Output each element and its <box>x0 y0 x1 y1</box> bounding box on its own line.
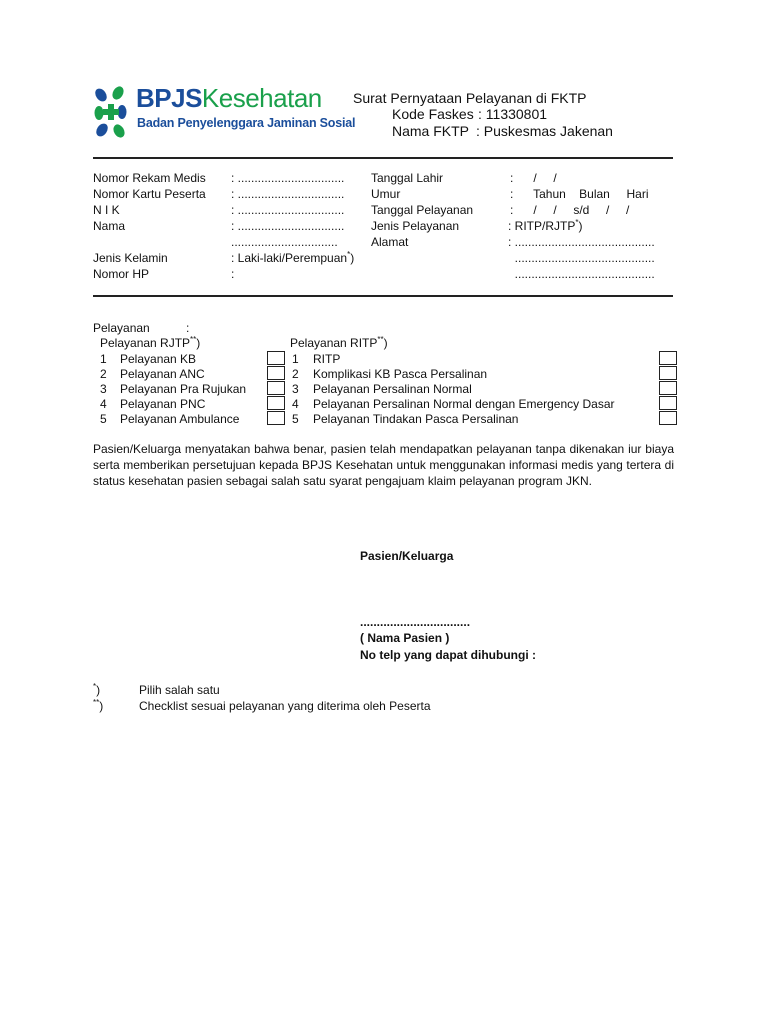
alamat-value-line3: .......................................... <box>508 267 655 281</box>
nama-label: Nama <box>93 219 126 233</box>
rjtp-no: 2 <box>100 367 107 381</box>
ritp-item-name: Pelayanan Tindakan Pasca Persalinan <box>313 412 519 426</box>
nama-value: : ................................ <box>231 219 345 233</box>
kode-faskes-value: : 11330801 <box>478 106 548 122</box>
umur-value: : Tahun Bulan Hari <box>510 187 649 201</box>
pelayanan-label: Pelayanan <box>93 321 150 335</box>
note-text-single: Pilih salah satu <box>139 683 220 697</box>
rjtp-item-name: Pelayanan Pra Rujukan <box>120 382 247 396</box>
bpjs-emblem-icon <box>92 86 130 138</box>
signature-name: ( Nama Pasien ) <box>360 631 450 645</box>
nik-value: : ................................ <box>231 203 345 217</box>
ritp-checkbox-pasca-persalinan[interactable] <box>659 411 677 425</box>
rjtp-no: 3 <box>100 382 107 396</box>
ritp-item-name: RITP <box>313 352 341 366</box>
note-mark-single: *) <box>93 682 101 697</box>
jenis-kelamin-value: : Laki-laki/Perempuan*) <box>231 250 355 265</box>
tanggal-lahir-label: Tanggal Lahir <box>371 171 444 185</box>
umur-label: Umur <box>371 187 401 201</box>
ritp-checkbox-ritp[interactable] <box>659 351 677 365</box>
ritp-item-name: Pelayanan Persalinan Normal dengan Emergency Dasar <box>313 397 615 411</box>
rjtp-checkbox-pnc[interactable] <box>267 396 285 410</box>
signature-phone: No telp yang dapat dihubungi : <box>360 648 536 662</box>
ritp-no: 1 <box>292 352 299 366</box>
kartu-peserta-label: Nomor Kartu Peserta <box>93 187 206 201</box>
nomor-hp-value: : <box>231 267 235 281</box>
bpjs-logo <box>92 83 356 140</box>
note-mark-double: **) <box>93 698 104 713</box>
nama-value-line2: ................................ <box>231 235 338 249</box>
kartu-peserta-value: : ................................ <box>231 187 345 201</box>
signature-heading: Pasien/Keluarga <box>360 549 454 563</box>
ritp-no: 4 <box>292 397 299 411</box>
tanggal-lahir-value: : / / <box>510 171 557 185</box>
top-divider <box>93 157 673 159</box>
ritp-checkbox-emergency-dasar[interactable] <box>659 396 677 410</box>
rjtp-title: Pelayanan RJTP**) <box>100 335 201 350</box>
ritp-no: 3 <box>292 382 299 396</box>
ritp-no: 5 <box>292 412 299 426</box>
rjtp-checkbox-pra-rujukan[interactable] <box>267 381 285 395</box>
nama-fktp-label: Nama FKTP <box>392 123 470 139</box>
ritp-no: 2 <box>292 367 299 381</box>
rjtp-checkbox-ambulance[interactable] <box>267 411 285 425</box>
nama-fktp-value: : Puskesmas Jakenan <box>476 123 613 139</box>
logo-bpjs-text: BPJS <box>136 83 202 113</box>
signature-dots: ................................. <box>360 615 471 629</box>
statement-paragraph: Pasien/Keluarga menyatakan bahwa benar, pasien telah mendapatkan pelayanan tanpa dikenakan iur biaya serta memberikan persetujuan kepada BPJS Kesehatan untuk menggunakan informasi medis yang tertera di status kesehatan pasien sebagai salah satu syarat pengajuam klaim pelayanan program JKN. <box>93 442 674 488</box>
jenis-pelayanan-value: : RITP/RJTP*) <box>508 218 583 233</box>
rjtp-item-name: Pelayanan PNC <box>120 397 206 411</box>
rekam-medis-label: Nomor Rekam Medis <box>93 171 206 185</box>
rjtp-no: 4 <box>100 397 107 411</box>
document-title: Surat Pernyataan Pelayanan di FKTP <box>353 90 587 106</box>
rjtp-checkbox-kb[interactable] <box>267 351 285 365</box>
alamat-label: Alamat <box>371 235 409 249</box>
jenis-kelamin-label: Jenis Kelamin <box>93 251 168 265</box>
rjtp-no: 1 <box>100 352 107 366</box>
logo-kesehatan-text: Kesehatan <box>201 83 322 113</box>
rjtp-item-name: Pelayanan KB <box>120 352 197 366</box>
rekam-medis-value: : ................................ <box>231 171 345 185</box>
nik-label: N I K <box>93 203 120 217</box>
ritp-checkbox-persalinan-normal[interactable] <box>659 381 677 395</box>
rjtp-item-name: Pelayanan ANC <box>120 367 205 381</box>
tanggal-pelayanan-value: : / / s/d / / <box>510 203 630 217</box>
logo-subtitle: Badan Penyelenggara Jaminan Sosial <box>137 116 356 130</box>
kode-faskes-label: Kode Faskes <box>392 106 474 122</box>
jenis-pelayanan-label: Jenis Pelayanan <box>371 219 460 233</box>
ritp-item-name: Pelayanan Persalinan Normal <box>313 382 472 396</box>
ritp-checkbox-komplikasi-kb[interactable] <box>659 366 677 380</box>
note-text-double: Checklist sesuai pelayanan yang diterima oleh Peserta <box>139 699 431 713</box>
middle-divider <box>93 295 673 297</box>
rjtp-checkbox-anc[interactable] <box>267 366 285 380</box>
alamat-value: : .......................................... <box>508 235 655 249</box>
alamat-value-line2: .......................................... <box>508 251 655 265</box>
nomor-hp-label: Nomor HP <box>93 267 150 281</box>
ritp-title: Pelayanan RITP**) <box>290 335 388 350</box>
rjtp-item-name: Pelayanan Ambulance <box>120 412 240 426</box>
ritp-item-name: Komplikasi KB Pasca Persalinan <box>313 367 488 381</box>
pelayanan-colon: : <box>186 321 190 335</box>
tanggal-pelayanan-label: Tanggal Pelayanan <box>371 203 474 217</box>
rjtp-no: 5 <box>100 412 107 426</box>
